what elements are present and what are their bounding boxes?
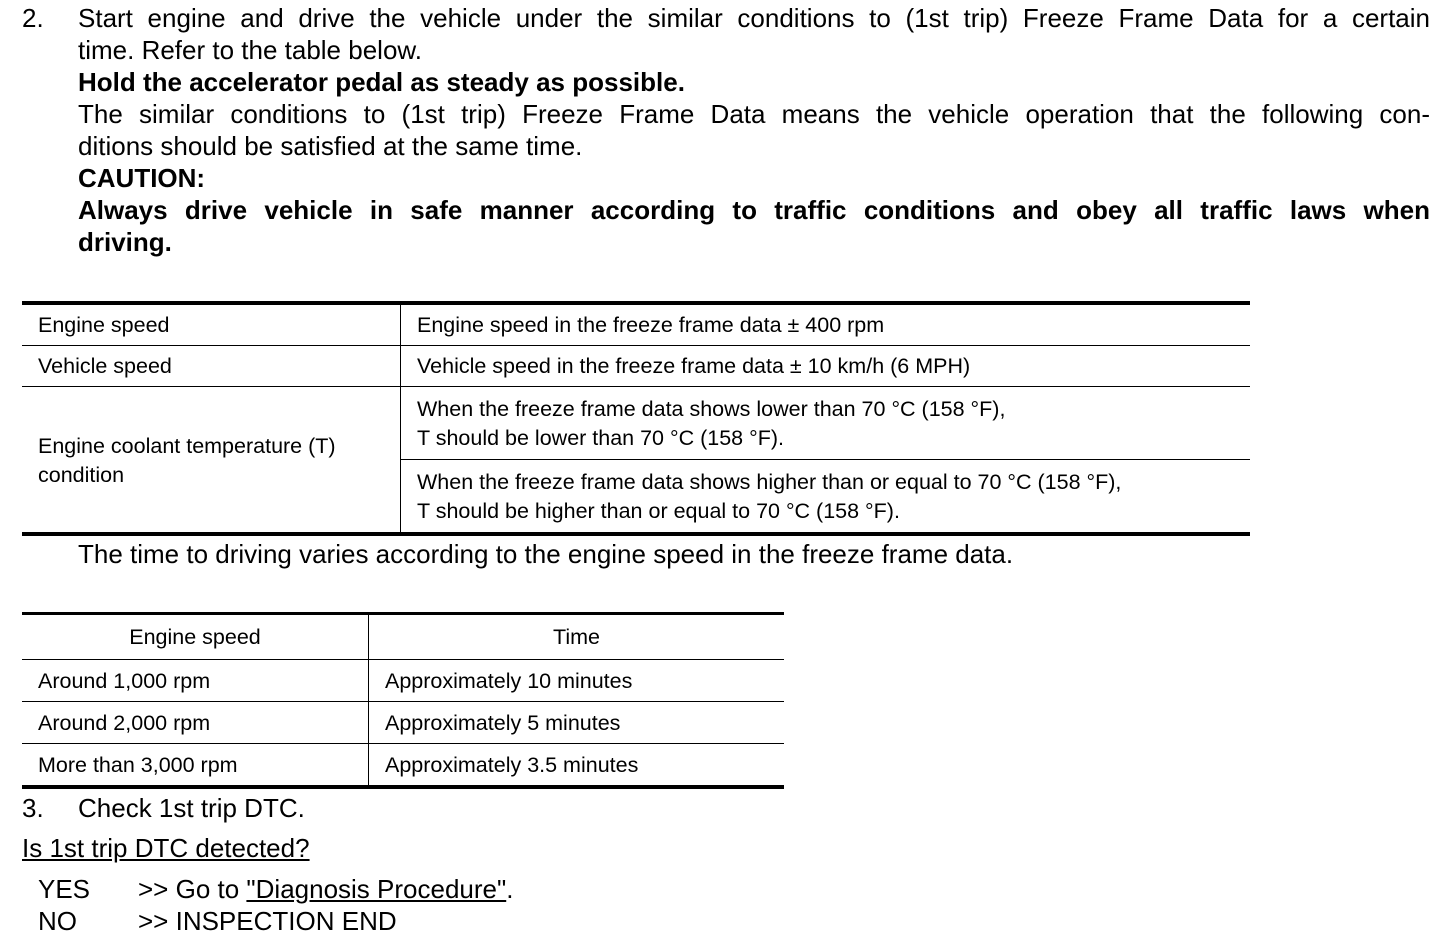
diagnosis-procedure-link[interactable]: "Diagnosis Procedure" bbox=[246, 874, 507, 904]
time-note: The time to driving varies according to the engine speed in the freeze frame data. bbox=[78, 539, 1014, 569]
table-row bbox=[22, 702, 784, 744]
step-2-line: Start engine and drive the vehicle under the similar conditions to (1st trip) Freeze Frame Data for a certain bbox=[78, 3, 1430, 33]
step-2-line: The similar conditions to (1st trip) Freeze Frame Data means the vehicle operation that the following con- bbox=[78, 99, 1430, 129]
coolant-lower: When the freeze frame data shows lower than 70 °C (158 °F), bbox=[417, 397, 1006, 421]
coolant-label: Engine coolant temperature (T) bbox=[38, 433, 336, 458]
coolant-higher: When the freeze frame data shows higher than or equal to 70 °C (158 °F), bbox=[417, 470, 1122, 494]
yes-suffix: . bbox=[506, 874, 514, 904]
column-header: Time bbox=[369, 614, 785, 660]
table-cell: Around 2,000 rpm bbox=[22, 702, 369, 744]
table-cell: Vehicle speed bbox=[22, 346, 401, 387]
table-cell: More than 3,000 rpm bbox=[22, 744, 369, 788]
table-cell: Vehicle speed in the freeze frame data ± 10 km/h (6 MPH) bbox=[401, 346, 1251, 387]
table-row bbox=[22, 660, 784, 702]
caution-label: CAUTION: bbox=[78, 163, 206, 193]
caution-text: Always drive vehicle in safe manner according to traffic conditions and obey all traffic laws when bbox=[78, 195, 1430, 225]
coolant-higher: T should be higher than or equal to 70 °C (158 °F). bbox=[417, 499, 900, 523]
yes-prefix: >> Go to bbox=[138, 874, 247, 904]
table-cell: Engine speed bbox=[22, 303, 401, 346]
step-2-line: time. Refer to the table below. bbox=[78, 35, 422, 65]
coolant-lower: T should be lower than 70 °C (158 °F). bbox=[417, 426, 784, 450]
yes-answer bbox=[138, 873, 513, 905]
table-row bbox=[22, 346, 1250, 387]
no-answer: >> INSPECTION END bbox=[138, 906, 397, 936]
table-cell: Engine speed in the freeze frame data ± 400 rpm bbox=[401, 303, 1251, 346]
step-2-instruction: Hold the accelerator pedal as steady as possible. bbox=[78, 67, 685, 97]
table-cell: Approximately 10 minutes bbox=[369, 660, 785, 702]
table-row bbox=[22, 387, 1250, 460]
step-2-text bbox=[78, 2, 1430, 258]
table-cell: Around 1,000 rpm bbox=[22, 660, 369, 702]
no-label: NO bbox=[38, 906, 77, 936]
table-cell: Approximately 5 minutes bbox=[369, 702, 785, 744]
coolant-label: condition bbox=[38, 462, 125, 487]
table-row bbox=[22, 744, 784, 788]
column-header: Engine speed bbox=[22, 614, 369, 660]
step-3-text: Check 1st trip DTC. bbox=[78, 793, 305, 823]
step-3-question: Is 1st trip DTC detected? bbox=[22, 833, 310, 863]
step-2-number: 2. bbox=[22, 3, 44, 33]
step-2-line: ditions should be satisfied at the same time. bbox=[78, 131, 583, 161]
step-3-number: 3. bbox=[22, 793, 44, 823]
time-table bbox=[22, 612, 784, 789]
table-cell bbox=[401, 460, 1251, 535]
table-row bbox=[22, 303, 1250, 346]
table-cell bbox=[22, 387, 401, 535]
caution-text: driving. bbox=[78, 227, 172, 257]
table-cell bbox=[401, 387, 1251, 460]
yes-label: YES bbox=[38, 874, 91, 904]
conditions-table bbox=[22, 301, 1250, 536]
table-header-row bbox=[22, 614, 784, 660]
table-cell: Approximately 3.5 minutes bbox=[385, 752, 639, 777]
